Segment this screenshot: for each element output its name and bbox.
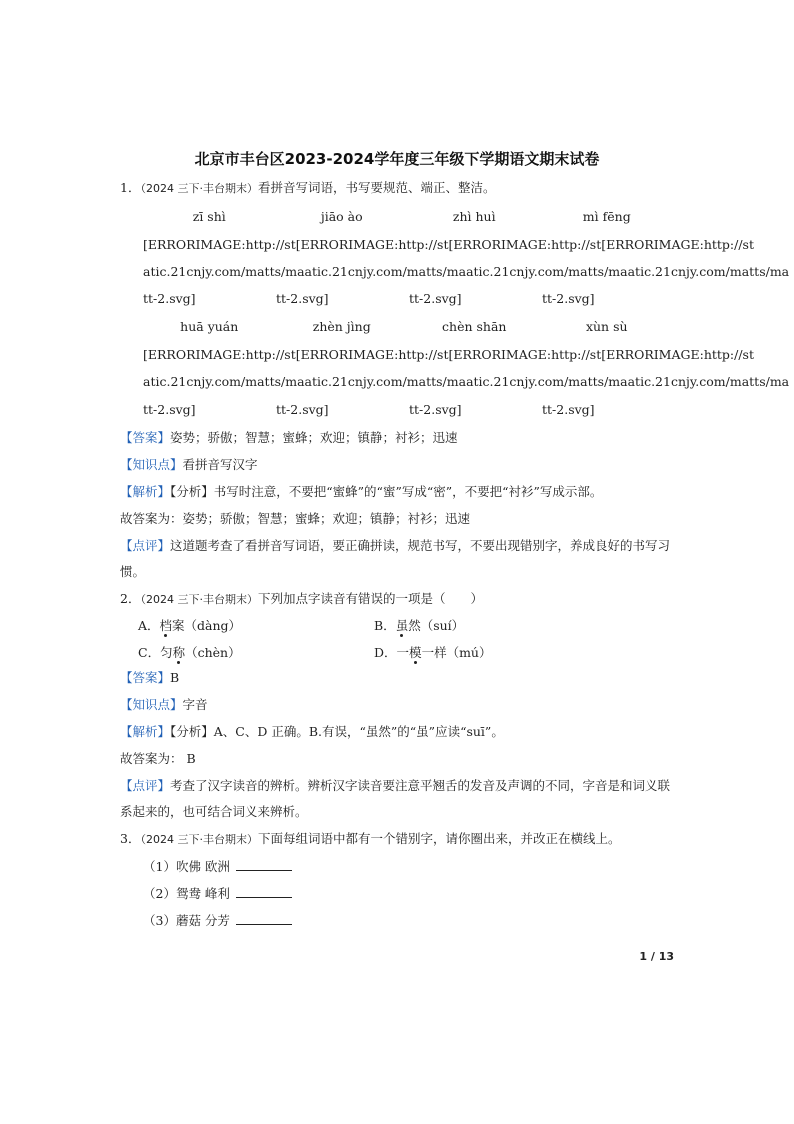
q2-comment: [120, 778, 670, 794]
error-image-text: tt-2.svg]: [409, 402, 462, 417]
q2-stem: 下列加点字读音有错误的一项是（ ）: [257, 591, 483, 606]
answer-text: B: [170, 670, 180, 685]
option-d: D．一模一样（mú）: [374, 645, 492, 660]
q3-item-3: （3）蘑菇 分芳: [143, 912, 292, 929]
knowledge-tag: 【知识点】: [120, 697, 183, 712]
error-image-text: tt-2.svg]: [542, 291, 595, 306]
pinyin-cell: xùn sù: [585, 319, 628, 334]
q1-knowledge-point: [120, 457, 258, 473]
emphasis-dot-char: 档: [159, 618, 173, 633]
error-image-text: tt-2.svg]: [542, 402, 595, 417]
analysis-tag: 【解析】: [120, 724, 171, 739]
q2-options-row-1: [138, 616, 558, 634]
error-image-text: [ERRORIMAGE:http://st: [448, 347, 602, 362]
analysis-text: 【分析】书写时注意，不要把“蜜蜂”的“蜜”写成“密”，不要把“衬衫”写成示部。: [170, 484, 603, 499]
q1-pinyin-row-1: [143, 209, 673, 224]
q3-number: 3．: [120, 831, 141, 846]
q3-stem-line: [120, 831, 620, 848]
error-image-text: atic.21cnjy.com/matts/ma: [466, 374, 628, 389]
q1-error-image-line-4: [143, 347, 754, 362]
answer-tag: 【答案】: [120, 670, 171, 685]
emphasis-dot-char: 称: [172, 645, 186, 660]
q1-error-image-line-5: [143, 374, 790, 389]
q1-stem: 看拼音写词语，书写要规范、端正、整洁。: [257, 180, 496, 195]
q3-stem: 下面每组词语中都有一个错别字，请你圈出来，并改正在横线上。: [257, 831, 621, 846]
comment-tag: 【点评】: [120, 538, 171, 553]
option-b: B．虽然（suí）: [374, 618, 465, 633]
page-number: 1 / 13: [639, 950, 674, 963]
pinyin-cell: huā yuán: [180, 319, 239, 334]
q1-final-answer: 故答案为：姿势；骄傲；智慧；蜜蜂；欢迎；镇静；衬衫；迅速: [120, 511, 471, 526]
q2-analysis: [120, 724, 504, 740]
q1-stem-line: [120, 180, 495, 197]
q2-options-row-2: [138, 643, 558, 661]
q3-item-1: （1）吹佛 欧洲: [143, 858, 292, 875]
error-image-text: atic.21cnjy.com/matts/ma: [304, 264, 467, 279]
q1-error-image-line-2: [143, 264, 790, 279]
q1-analysis: [120, 484, 602, 500]
error-image-text: atic.21cnjy.com/matts/ma: [143, 374, 305, 389]
comment-text: 这道题考查了看拼音写词语，要正确拼读，规范书写，不要出现错别字，养成良好的书写习: [170, 538, 671, 553]
pinyin-cell: mì fēng: [582, 209, 631, 224]
q1-pinyin-row-2: [143, 319, 673, 334]
error-image-text: [ERRORIMAGE:http://st: [143, 237, 296, 252]
page-title: 北京市丰台区2023-2024学年度三年级下学期语文期末试卷: [194, 150, 600, 168]
q1-error-image-line-1: [143, 237, 754, 252]
q2-knowledge-point: [120, 697, 208, 713]
q2-answer: [120, 670, 179, 686]
q2-comment-cont: 系起来的，也可结合词义来辨析。: [120, 804, 308, 819]
pinyin-cell: zhèn jìng: [312, 319, 371, 334]
error-image-text: tt-2.svg]: [143, 402, 196, 417]
q1-number: 1．: [120, 180, 141, 195]
q2-final-answer: 故答案为： B: [120, 751, 196, 766]
error-image-text: tt-2.svg]: [143, 291, 196, 306]
q1-comment-cont: 惯。: [120, 564, 146, 579]
knowledge-text: 看拼音写汉字: [182, 457, 258, 472]
q1-error-image-line-3: [143, 291, 675, 306]
q2-number: 2．: [120, 591, 141, 606]
q2-source: （2024 三下·丰台期末）: [140, 593, 258, 606]
error-image-text: atic.21cnjy.com/matts/ma: [627, 374, 790, 389]
q2-stem-line: [120, 591, 483, 608]
option-a: A．档案（dàng）: [138, 618, 242, 633]
error-image-text: [ERRORIMAGE:http://st: [295, 237, 449, 252]
q3-source: （2024 三下·丰台期末）: [140, 833, 258, 846]
q3-item-2: （2）鸳鸯 峰利: [143, 885, 292, 902]
pinyin-cell: jiāo ào: [320, 209, 363, 224]
q1-comment: [120, 538, 670, 554]
error-image-text: atic.21cnjy.com/matts/ma: [466, 264, 628, 279]
knowledge-tag: 【知识点】: [120, 457, 183, 472]
error-image-text: [ERRORIMAGE:http://st: [601, 237, 754, 252]
error-image-text: [ERRORIMAGE:http://st: [295, 347, 449, 362]
error-image-text: atic.21cnjy.com/matts/ma: [304, 374, 467, 389]
answer-tag: 【答案】: [120, 430, 171, 445]
error-image-text: tt-2.svg]: [276, 291, 329, 306]
error-image-text: atic.21cnjy.com/matts/ma: [627, 264, 790, 279]
error-image-text: [ERRORIMAGE:http://st: [448, 237, 602, 252]
pinyin-cell: zī shì: [192, 209, 226, 224]
knowledge-text: 字音: [182, 697, 208, 712]
answer-blank[interactable]: [236, 912, 292, 925]
answer-text: 姿势；骄傲；智慧；蜜蜂；欢迎；镇静；衬衫；迅速: [170, 430, 458, 445]
analysis-tag: 【解析】: [120, 484, 171, 499]
option-c: C．匀称（chèn）: [138, 645, 241, 660]
error-image-text: [ERRORIMAGE:http://st: [601, 347, 754, 362]
error-image-text: [ERRORIMAGE:http://st: [143, 347, 296, 362]
answer-blank[interactable]: [236, 858, 292, 871]
q1-source: （2024 三下·丰台期末）: [140, 182, 258, 195]
q1-error-image-line-6: [143, 402, 675, 417]
answer-blank[interactable]: [236, 885, 292, 898]
q1-answer: [120, 430, 458, 446]
analysis-text: 【分析】A、C、D 正确。B.有误，“虽然”的“虽”应读“suī”。: [170, 724, 504, 739]
emphasis-dot-char: 虽: [395, 618, 409, 633]
emphasis-dot-char: 模: [409, 645, 422, 660]
error-image-text: atic.21cnjy.com/matts/ma: [143, 264, 305, 279]
pinyin-cell: chèn shān: [442, 319, 507, 334]
pinyin-cell: zhì huì: [452, 209, 496, 224]
error-image-text: tt-2.svg]: [409, 291, 462, 306]
comment-tag: 【点评】: [120, 778, 171, 793]
comment-text: 考查了汉字读音的辨析。辨析汉字读音要注意平翘舌的发音及声调的不同，字音是和词义联: [170, 778, 671, 793]
error-image-text: tt-2.svg]: [276, 402, 329, 417]
